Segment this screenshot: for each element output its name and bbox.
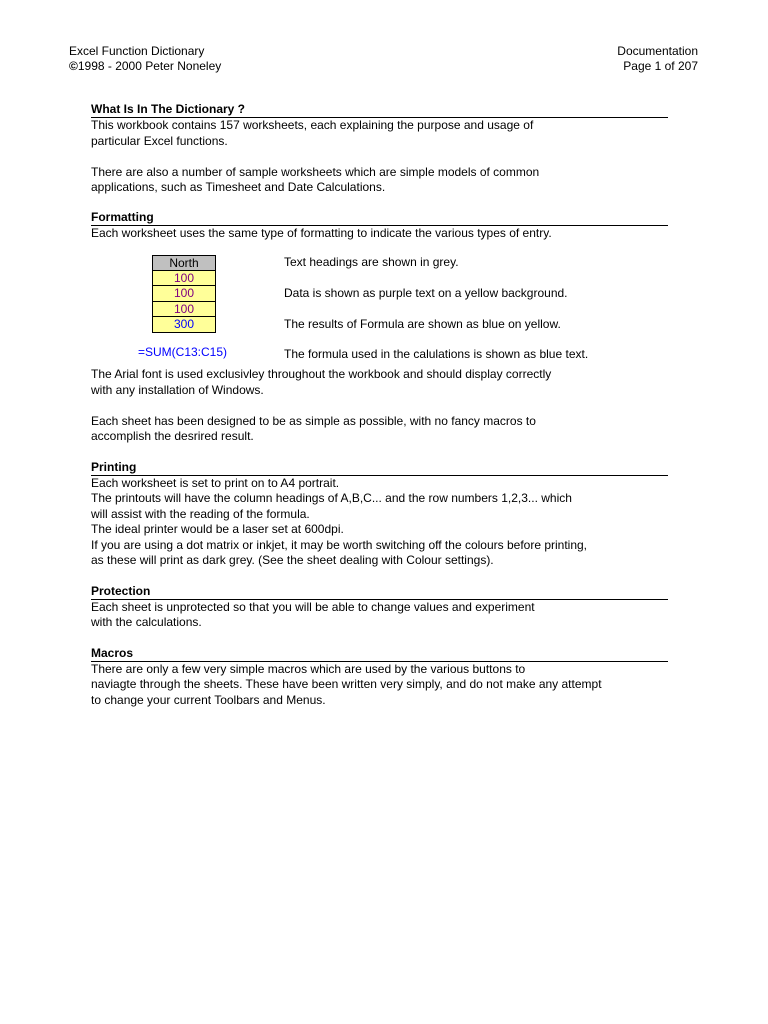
- text-line: The Arial font is used exclusivley throughout the workbook and should display correctly: [91, 367, 552, 381]
- section-title-printing: Printing: [91, 460, 668, 476]
- text-line: This workbook contains 157 worksheets, each explaining the purpose and usage of: [91, 118, 534, 132]
- example-heading-cell: North: [152, 255, 216, 271]
- section-formatting: [91, 210, 668, 445]
- text-line: will assist with the reading of the formula.: [91, 506, 310, 521]
- text-line: accomplish the desrired result.: [91, 429, 254, 443]
- text-line: with any installation of Windows.: [91, 382, 264, 397]
- text-line: The printouts will have the column headings of A,B,C... and the row numbers 1,2,3... which: [91, 491, 572, 505]
- copyright-symbol: ©: [69, 59, 78, 73]
- text-line: There are also a number of sample worksheets which are simple models of common: [91, 164, 540, 179]
- text-line: If you are using a dot matrix or inkjet, it may be worth switching off the colours before printing,: [91, 537, 588, 552]
- example-data-cell: 100: [152, 271, 216, 287]
- text-line: to change your current Toolbars and Menus.: [91, 692, 326, 707]
- text-line: The ideal printer would be a laser set at 600dpi.: [91, 522, 344, 536]
- text-line: There are only a few very simple macros which are used by the various buttons to: [91, 661, 526, 676]
- text-line: Each sheet is unprotected so that you will be able to change values and experiment: [91, 599, 535, 614]
- text-line: Each worksheet is set to print on to A4 portrait.: [91, 475, 340, 490]
- example-data-cell: 100: [152, 286, 216, 302]
- text-line: with the calculations.: [91, 615, 202, 629]
- example-cells: [152, 255, 216, 333]
- section-protection: [91, 584, 668, 631]
- desc-formula: The formula used in the calulations is shown as blue text.: [284, 347, 589, 361]
- section-title-dictionary: What Is In The Dictionary ?: [91, 102, 668, 118]
- document-header-left: [69, 44, 221, 74]
- section-title-macros: Macros: [91, 646, 668, 662]
- document-title: Excel Function Dictionary: [69, 44, 205, 58]
- section-title-formatting: Formatting: [91, 210, 668, 226]
- copyright-text: 1998 - 2000 Peter Noneley: [77, 59, 222, 73]
- section-title-protection: Protection: [91, 584, 668, 600]
- document-header-right: [617, 44, 698, 74]
- text-line: Each sheet has been designed to be as simple as possible, with no fancy macros to: [91, 413, 536, 428]
- section-printing: [91, 460, 668, 569]
- section-dictionary: [91, 102, 668, 196]
- desc-data: Data is shown as purple text on a yellow background.: [284, 286, 568, 300]
- desc-result: The results of Formula are shown as blue on yellow.: [284, 317, 561, 331]
- text-line: Each worksheet uses the same type of formatting to indicate the various types of entry.: [91, 225, 552, 240]
- doc-label: Documentation: [617, 44, 698, 58]
- copyright-line: [69, 59, 221, 74]
- text-line: particular Excel functions.: [91, 133, 228, 148]
- page-number: Page 1 of 207: [623, 59, 698, 73]
- section-macros: [91, 646, 668, 709]
- text-line: as these will print as dark grey. (See the sheet dealing with Colour settings).: [91, 553, 494, 567]
- text-line: applications, such as Timesheet and Date Calculations.: [91, 180, 386, 194]
- formatting-example: [91, 251, 668, 367]
- desc-heading: Text headings are shown in grey.: [284, 255, 459, 269]
- example-result-cell: 300: [152, 317, 216, 333]
- example-formula: =SUM(C13:C15): [138, 345, 228, 359]
- document-body: [91, 102, 668, 708]
- text-line: naviagte through the sheets. These have been written very simply, and do not make any attempt: [91, 677, 602, 691]
- example-data-cell: 100: [152, 302, 216, 318]
